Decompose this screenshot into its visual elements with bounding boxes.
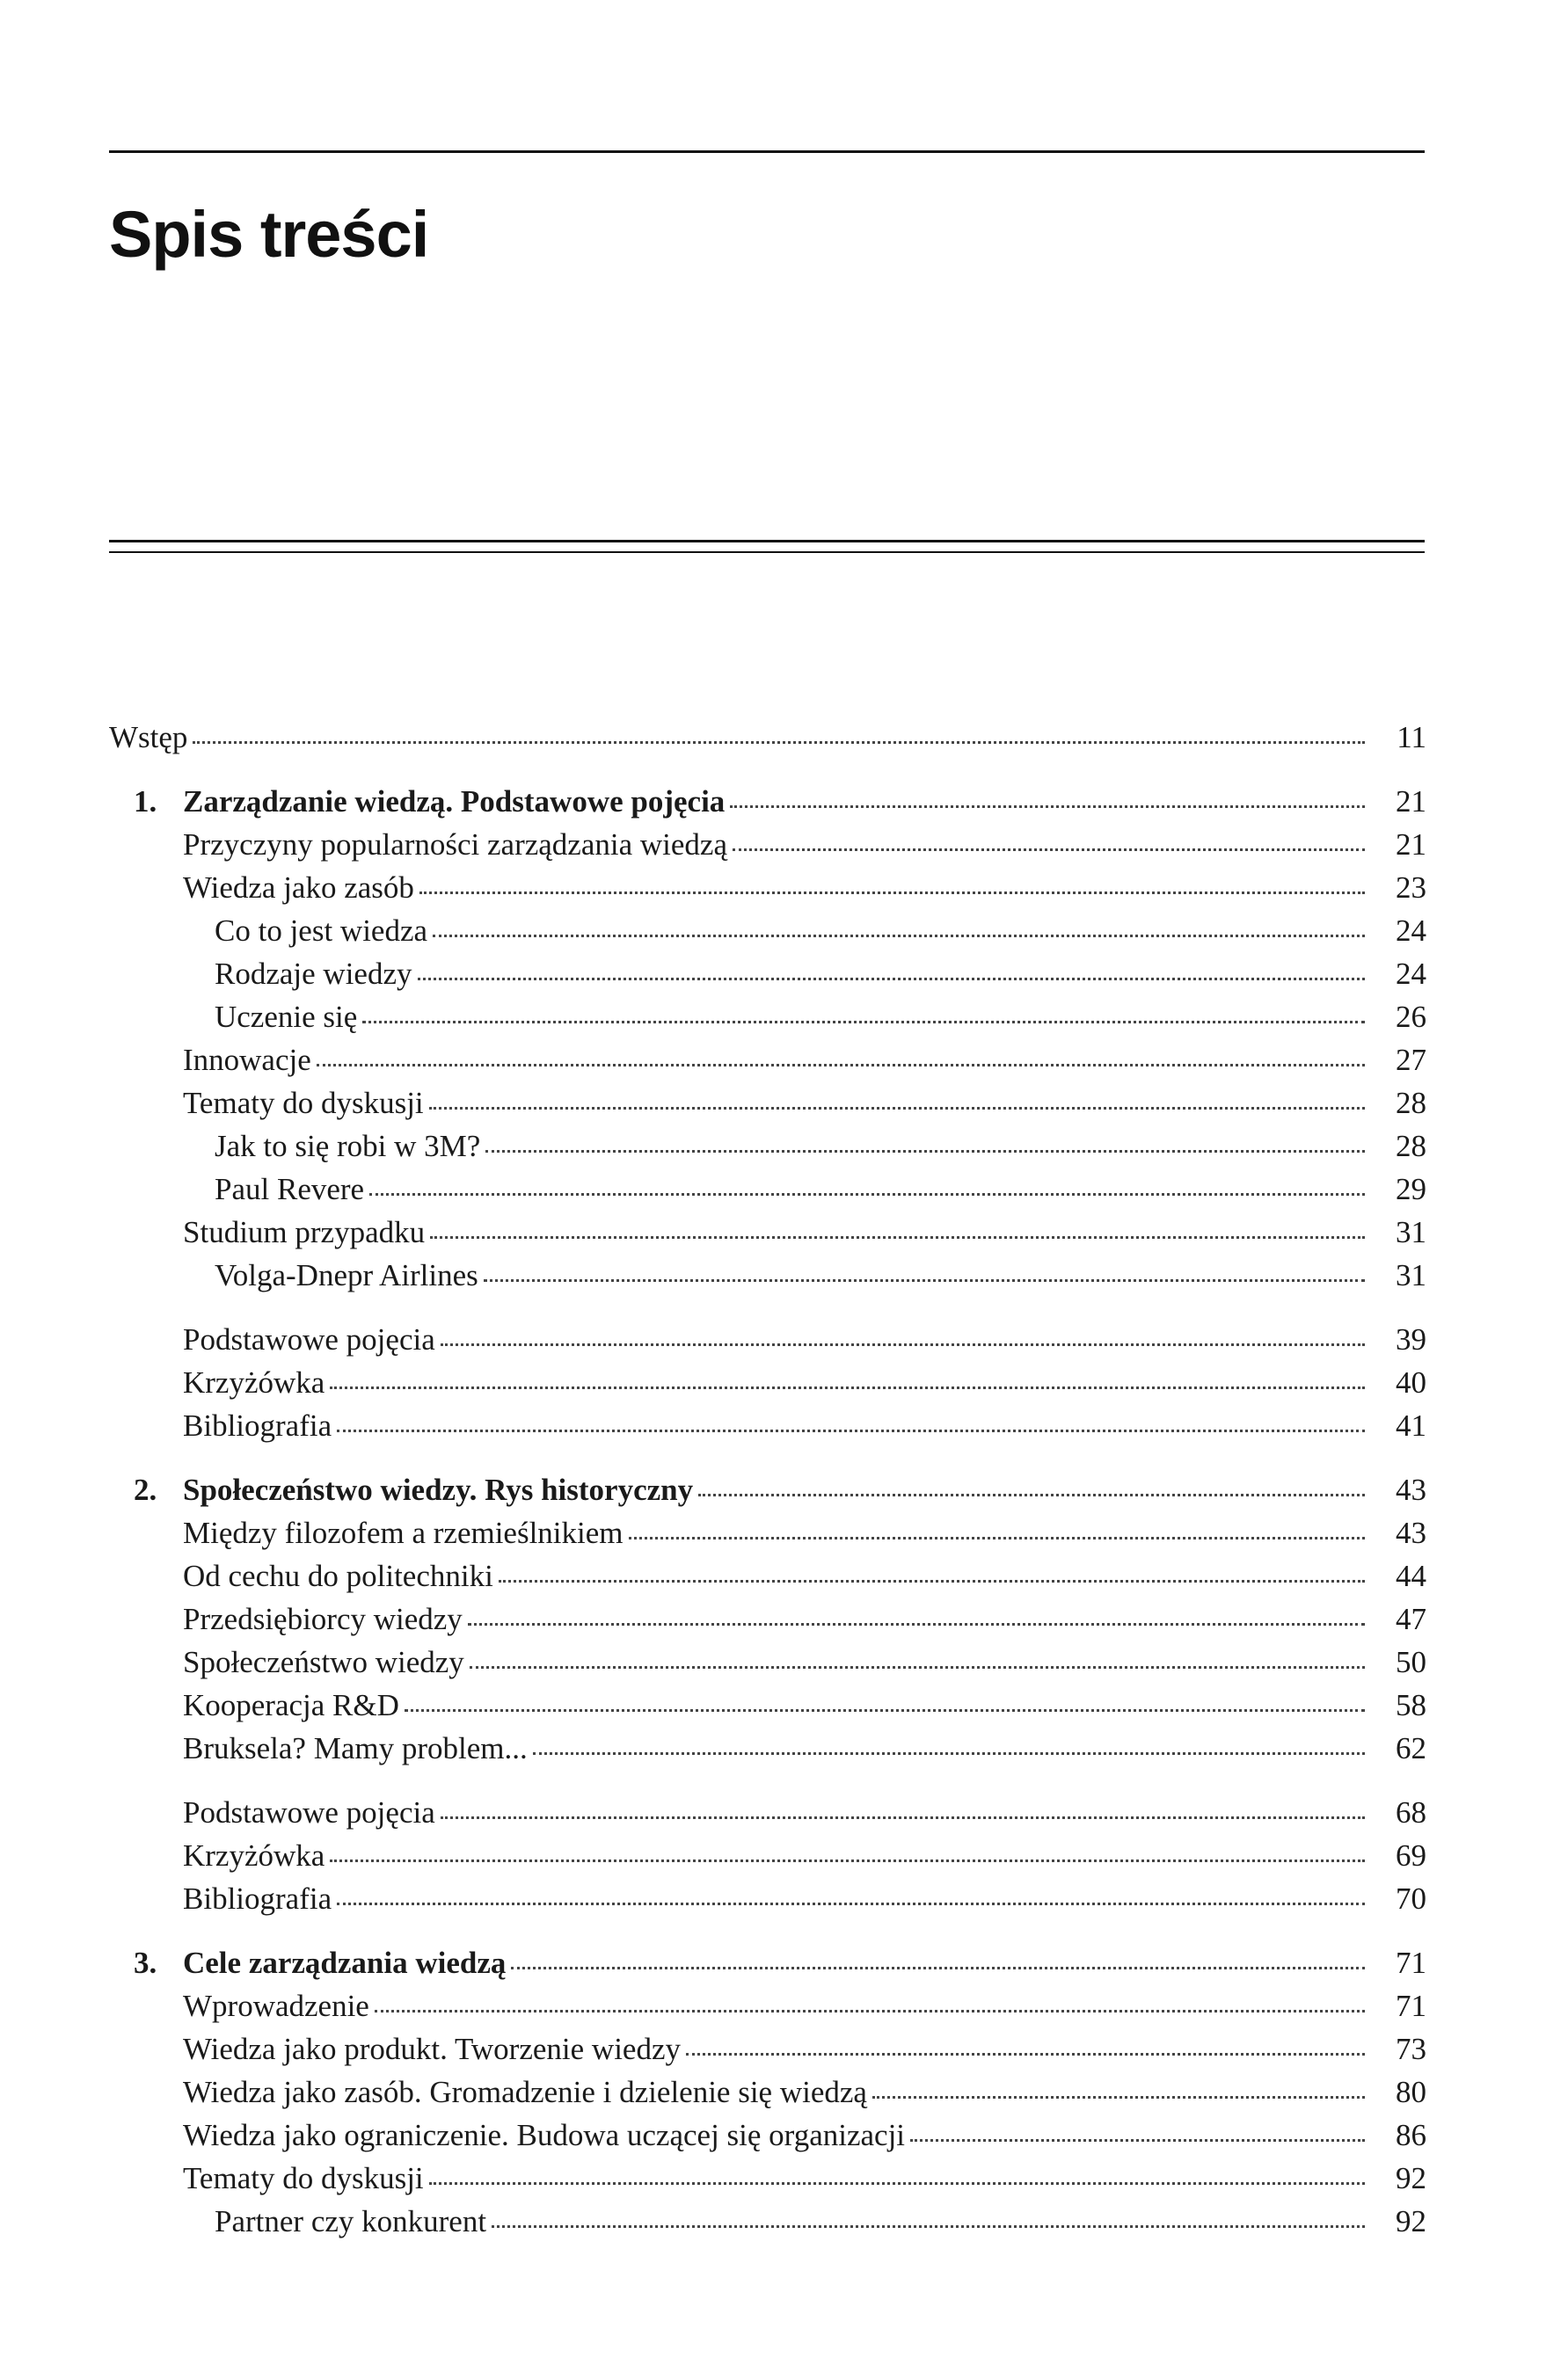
toc-entry-label: Rodzaje wiedzy [215, 957, 412, 991]
dot-leader [429, 1107, 1365, 1110]
dot-leader [511, 1967, 1365, 1969]
toc-entry[interactable] [109, 1984, 1426, 2027]
divider-rule-upper [109, 540, 1425, 542]
toc-entry[interactable] [109, 2071, 1426, 2114]
toc-entry[interactable] [109, 866, 1426, 909]
toc-entry-label: Wiedza jako produkt. Tworzenie wiedzy [183, 2032, 681, 2066]
toc-entry-label: Krzyżówka [183, 1838, 325, 1873]
toc-entry-label: Uczenie się [215, 1000, 358, 1034]
toc-backmatter-entry[interactable] [109, 1791, 1426, 1834]
toc-entry-page: 27 [1396, 1043, 1426, 1077]
dot-leader [484, 1279, 1365, 1282]
table-of-contents [109, 716, 1426, 2243]
toc-entry-page: 50 [1396, 1645, 1426, 1679]
toc-entry-page: 28 [1396, 1086, 1426, 1120]
toc-entry-label: Cele zarządzania wiedzą [183, 1946, 507, 1980]
toc-entry-label: Przedsiębiorcy wiedzy [183, 1602, 463, 1636]
toc-entry-label: Wiedza jako zasób [183, 870, 414, 905]
toc-entry-page: 43 [1396, 1516, 1426, 1550]
dot-leader [733, 848, 1365, 851]
toc-chapter[interactable] [109, 1468, 1426, 1511]
toc-entry-label: Zarządzanie wiedzą. Podstawowe pojęcia [183, 784, 726, 819]
toc-entry-label: Tematy do dyskusji [183, 1086, 424, 1120]
chapter-number: 1. [134, 784, 157, 819]
dot-leader [362, 1021, 1365, 1023]
toc-entry-page: 86 [1396, 2118, 1426, 2152]
toc-entry[interactable] [109, 952, 1426, 995]
toc-entry-page: 70 [1396, 1881, 1426, 1916]
dot-leader [730, 805, 1365, 808]
toc-entry-label: Bibliografia [183, 1408, 332, 1443]
toc-entry-label: Wiedza jako zasób. Gromadzenie i dzielenie się wiedzą [183, 2075, 867, 2109]
dot-leader [418, 978, 1366, 980]
dot-leader [433, 935, 1365, 937]
toc-entry-page: 80 [1396, 2075, 1426, 2109]
toc-entry-label: Przyczyny popularności zarządzania wiedzą [183, 827, 727, 862]
toc-entry-intro[interactable] [109, 716, 1426, 759]
toc-entry-label: Tematy do dyskusji [183, 2161, 424, 2195]
toc-entry-label: Paul Revere [215, 1172, 365, 1206]
toc-entry-page: 21 [1396, 784, 1426, 819]
toc-entry-label: Między filozofem a rzemieślnikiem [183, 1516, 624, 1550]
toc-entry-label: Jak to się robi w 3M? [215, 1129, 481, 1163]
toc-spacer [109, 759, 1426, 780]
toc-backmatter-entry[interactable] [109, 1361, 1426, 1404]
toc-entry-label: Krzyżówka [183, 1365, 325, 1400]
dot-leader [698, 1494, 1365, 1496]
toc-entry-page: 73 [1396, 2032, 1426, 2066]
dot-leader [337, 1430, 1365, 1432]
dot-leader [485, 1150, 1365, 1153]
toc-entry[interactable] [109, 1554, 1426, 1598]
toc-entry-label: Od cechu do politechniki [183, 1559, 493, 1593]
dot-leader [872, 2096, 1365, 2099]
toc-entry-page: 28 [1396, 1129, 1426, 1163]
toc-entry-page: 47 [1396, 1602, 1426, 1636]
dot-leader [533, 1752, 1365, 1755]
dot-leader [492, 2225, 1365, 2228]
toc-entry-label: Bibliografia [183, 1881, 332, 1916]
toc-entry-label: Volga-Dnepr Airlines [215, 1258, 478, 1292]
toc-entry-page: 39 [1396, 1322, 1426, 1357]
toc-entry[interactable] [109, 1081, 1426, 1124]
dot-leader [405, 1709, 1365, 1712]
toc-entry-label: Kooperacja R&D [183, 1688, 399, 1722]
dot-leader [629, 1537, 1365, 1539]
toc-entry-page: 44 [1396, 1559, 1426, 1593]
toc-spacer [109, 1770, 1426, 1791]
toc-chapter[interactable] [109, 780, 1426, 823]
toc-entry[interactable] [109, 995, 1426, 1038]
divider-rule-lower [109, 551, 1425, 553]
toc-entry-page: 62 [1396, 1731, 1426, 1765]
toc-spacer [109, 1447, 1426, 1468]
toc-entry-page: 41 [1396, 1408, 1426, 1443]
toc-entry[interactable] [109, 1168, 1426, 1211]
toc-entry[interactable] [109, 2200, 1426, 2243]
chapter-number: 3. [134, 1946, 157, 1980]
toc-backmatter-entry[interactable] [109, 1318, 1426, 1361]
toc-entry-page: 31 [1396, 1258, 1426, 1292]
dot-leader [499, 1580, 1365, 1583]
toc-chapter[interactable] [109, 1941, 1426, 1984]
toc-entry-page: 29 [1396, 1172, 1426, 1206]
dot-leader [317, 1064, 1365, 1066]
toc-entry-page: 58 [1396, 1688, 1426, 1722]
toc-backmatter-entry[interactable] [109, 1877, 1426, 1920]
toc-entry-page: 69 [1396, 1838, 1426, 1873]
toc-entry-label: Bruksela? Mamy problem... [183, 1731, 528, 1765]
toc-entry-page: 71 [1396, 1989, 1426, 2023]
dot-leader [910, 2139, 1365, 2142]
toc-entry-label: Wstęp [109, 720, 188, 754]
toc-entry-label: Społeczeństwo wiedzy. Rys historyczny [183, 1473, 694, 1507]
toc-entry[interactable] [109, 1511, 1426, 1554]
toc-entry[interactable] [109, 1124, 1426, 1168]
dot-leader [429, 2182, 1365, 2185]
toc-entry-page: 31 [1396, 1215, 1426, 1249]
chapter-number: 2. [134, 1473, 157, 1507]
toc-entry-label: Wiedza jako ograniczenie. Budowa uczącej się organizacji [183, 2118, 906, 2152]
top-rule [109, 150, 1425, 153]
toc-entry[interactable] [109, 1211, 1426, 1254]
toc-backmatter-entry[interactable] [109, 1404, 1426, 1447]
toc-entry-page: 43 [1396, 1473, 1426, 1507]
toc-backmatter-entry[interactable] [109, 1834, 1426, 1877]
page-title: Spis treści [109, 198, 429, 271]
toc-entry-label: Co to jest wiedza [215, 913, 428, 948]
toc-entry-page: 68 [1396, 1795, 1426, 1830]
toc-entry-page: 92 [1396, 2161, 1426, 2195]
toc-entry-page: 24 [1396, 913, 1426, 948]
dot-leader [369, 1193, 1365, 1196]
dot-leader [419, 892, 1365, 894]
toc-entry[interactable] [109, 1598, 1426, 1641]
toc-entry-label: Społeczeństwo wiedzy [183, 1645, 464, 1679]
toc-entry[interactable] [109, 1727, 1426, 1770]
toc-spacer [109, 1297, 1426, 1318]
toc-entry[interactable] [109, 2114, 1426, 2157]
toc-entry-label: Podstawowe pojęcia [183, 1795, 435, 1830]
toc-entry[interactable] [109, 1684, 1426, 1727]
toc-entry[interactable] [109, 1641, 1426, 1684]
toc-entry-label: Partner czy konkurent [215, 2204, 487, 2238]
toc-entry[interactable] [109, 2027, 1426, 2071]
toc-spacer [109, 1920, 1426, 1941]
dot-leader [468, 1623, 1365, 1626]
dot-leader [337, 1903, 1365, 1905]
dot-leader [430, 1236, 1365, 1239]
toc-entry-page: 40 [1396, 1365, 1426, 1400]
toc-entry-page: 23 [1396, 870, 1426, 905]
toc-entry-page: 11 [1397, 720, 1426, 754]
toc-entry-page: 24 [1396, 957, 1426, 991]
toc-entry-label: Innowacje [183, 1043, 311, 1077]
dot-leader [330, 1387, 1365, 1389]
toc-entry-label: Studium przypadku [183, 1215, 426, 1249]
toc-entry[interactable] [109, 909, 1426, 952]
toc-entry-label: Podstawowe pojęcia [183, 1322, 435, 1357]
toc-entry[interactable] [109, 1254, 1426, 1297]
dot-leader [686, 2053, 1365, 2056]
dot-leader [330, 1860, 1365, 1862]
dot-leader [441, 1816, 1365, 1819]
toc-entry-page: 71 [1396, 1946, 1426, 1980]
toc-entry-page: 92 [1396, 2204, 1426, 2238]
toc-entry-label: Wprowadzenie [183, 1989, 369, 2023]
toc-entry[interactable] [109, 1038, 1426, 1081]
dot-leader [375, 2010, 1365, 2012]
dot-leader [193, 741, 1365, 744]
toc-entry-page: 21 [1396, 827, 1426, 862]
dot-leader [470, 1666, 1365, 1669]
toc-entry[interactable] [109, 2157, 1426, 2200]
toc-entry[interactable] [109, 823, 1426, 866]
dot-leader [441, 1343, 1365, 1346]
toc-entry-page: 26 [1396, 1000, 1426, 1034]
